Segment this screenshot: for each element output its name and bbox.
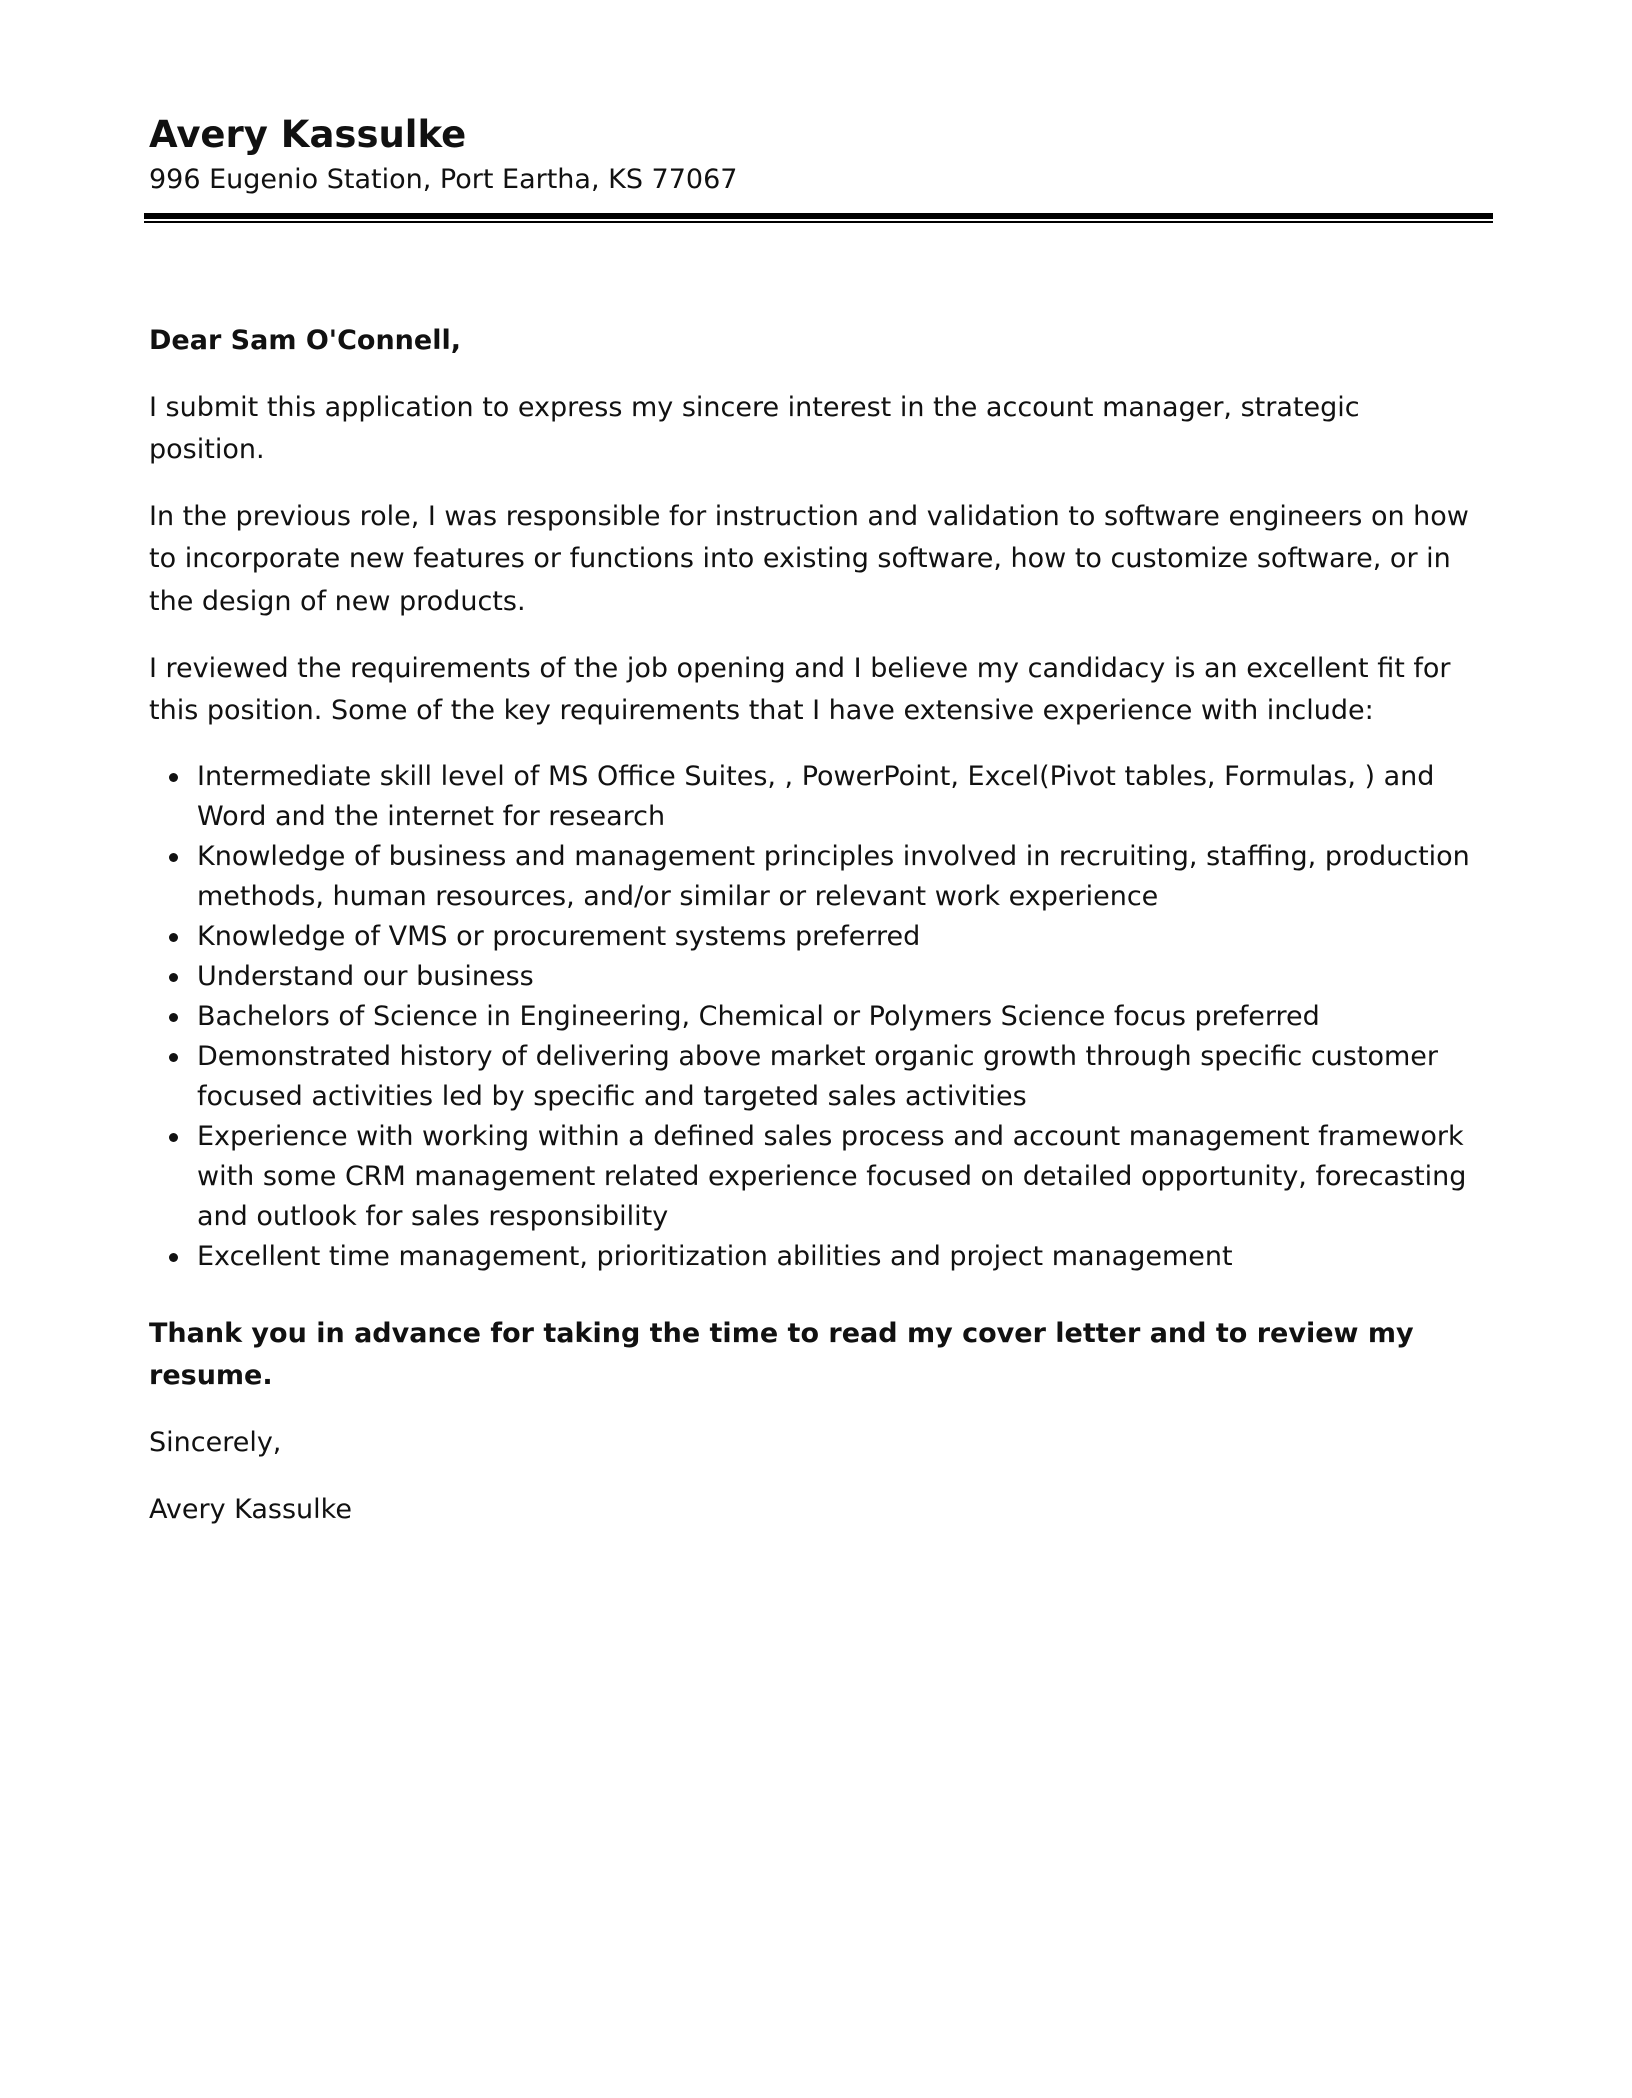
list-item-text: Excellent time management, prioritization abilities and project management: [197, 1240, 1233, 1272]
header-divider-thick-line: [144, 213, 1493, 219]
requirements-list: [149, 757, 1479, 1277]
signoff: Sincerely,: [149, 1426, 282, 1458]
list-item-text: Intermediate skill level of MS Office Suites, , PowerPoint, Excel(Pivot tables, Formulas, ) and Word and the internet for research: [197, 760, 1435, 832]
list-item: [149, 957, 1479, 997]
paragraph-requirements-intro: I reviewed the requirements of the job opening and I believe my candidacy is an excellent fit for this position. Some of the key requirements that I have extensive experience with include:: [149, 652, 1451, 727]
closing-statement: Thank you in advance for taking the time to read my cover letter and to review my resume.: [149, 1317, 1414, 1392]
bullet-icon: [169, 1053, 178, 1062]
header-divider: [144, 213, 1493, 224]
salutation: Dear Sam O'Connell,: [149, 325, 461, 356]
bullet-icon: [169, 773, 178, 782]
bullet-icon: [169, 1133, 178, 1142]
sender-address: 996 Eugenio Station, Port Eartha, KS 77067: [149, 164, 738, 195]
list-item: [149, 1237, 1479, 1277]
signature-name: Avery Kassulke: [149, 1493, 352, 1525]
list-item-text: Bachelors of Science in Engineering, Chemical or Polymers Science focus preferred: [197, 1000, 1320, 1032]
list-item-text: Knowledge of VMS or procurement systems preferred: [197, 920, 921, 952]
list-item-text: Understand our business: [197, 960, 534, 992]
list-item: [149, 757, 1479, 837]
bullet-icon: [169, 1253, 178, 1262]
list-item: [149, 997, 1479, 1037]
list-item: [149, 917, 1479, 957]
paragraph-intro: I submit this application to express my sincere interest in the account manager, strategic position.: [149, 391, 1360, 466]
list-item-text: Experience with working within a defined sales process and account management framework with some CRM management related experience focused on detailed opportunity, forecasting and outlook for sales responsibility: [197, 1120, 1467, 1232]
bullet-icon: [169, 1013, 178, 1022]
bullet-icon: [169, 973, 178, 982]
header-divider-thin-line: [144, 221, 1493, 223]
list-item-text: Demonstrated history of delivering above market organic growth through specific customer focused activities led by specific and targeted sales activities: [197, 1040, 1438, 1112]
list-item-text: Knowledge of business and management principles involved in recruiting, staffing, production methods, human resources, and/or similar or relevant work experience: [197, 840, 1470, 912]
list-item: [149, 837, 1479, 917]
list-item: [149, 1037, 1479, 1117]
list-item: [149, 1117, 1479, 1237]
letter-body: [149, 320, 1479, 1555]
bullet-icon: [169, 853, 178, 862]
paragraph-previous-role: In the previous role, I was responsible for instruction and validation to software engineers on how to incorporate new features or functions into existing software, how to customize software, or in the design of new products.: [149, 500, 1469, 617]
bullet-icon: [169, 933, 178, 942]
letter-header: [149, 110, 1489, 200]
sender-name: Avery Kassulke: [149, 113, 467, 156]
